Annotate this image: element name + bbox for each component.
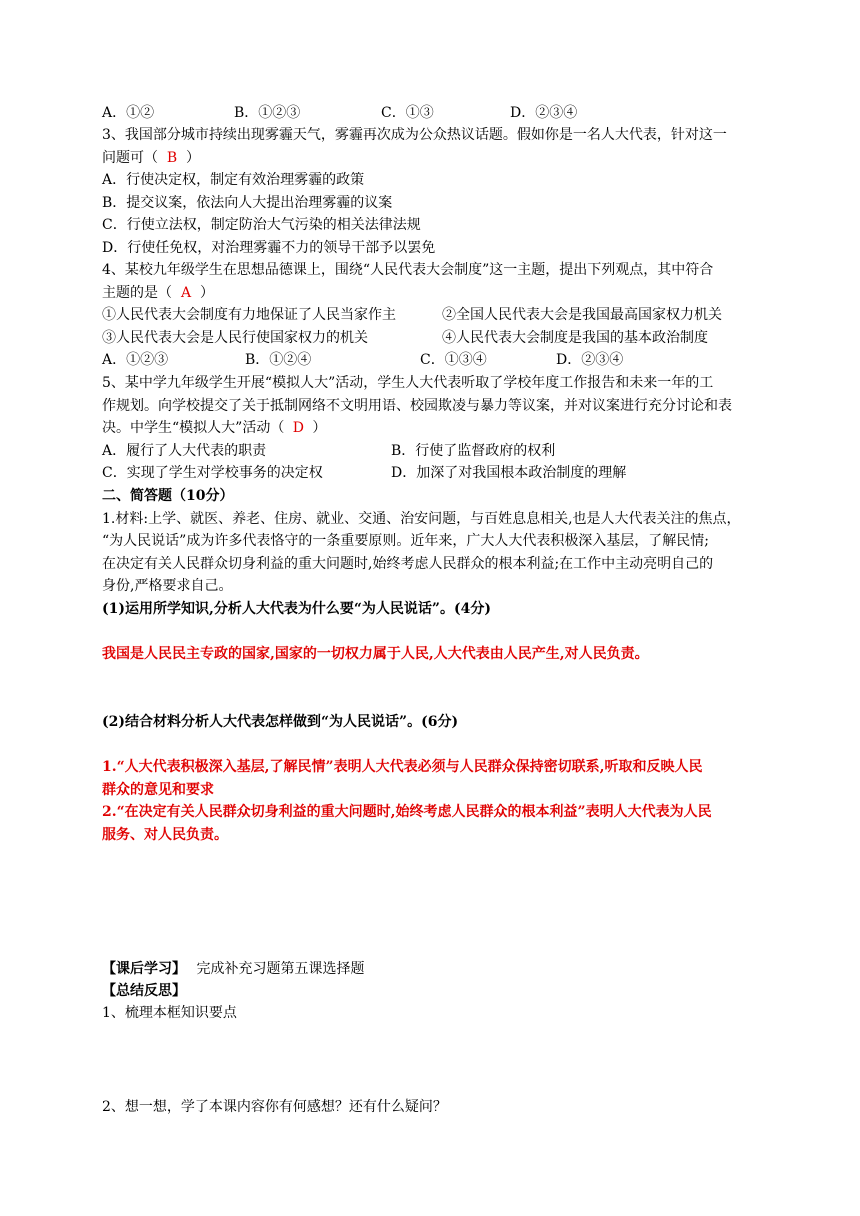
q3-option-a: A．行使决定权，制定有效治理雾霾的政策 bbox=[102, 172, 365, 188]
material-line-1: 1.材料:上学、就医、养老、住房、就业、交通、治安问题，与百姓息息相关,也是人大代表关注的焦点， bbox=[102, 510, 741, 527]
q3-stem-line2: 问题可（ B ） bbox=[102, 147, 792, 170]
sub2-question: (2)结合材料分析人大代表怎样做到“为人民说话”。(6分) bbox=[102, 714, 459, 730]
q4-statements-row1 bbox=[102, 304, 792, 327]
sub1-question: (1)运用所学知识,分析人大代表为什么要“为人民说话”。(4分) bbox=[102, 600, 491, 617]
q5-stem-line3: 决。中学生“模拟人大”活动（ D ） bbox=[102, 417, 792, 440]
q4-stem-line1: 4、某校九年级学生在思想品德课上，围绕“人民代表大会制度”这一主题，提出下列观点，其中符合 bbox=[102, 262, 714, 278]
q4-option-b: B．①②④ bbox=[245, 352, 312, 368]
q5-options-row1 bbox=[102, 440, 792, 463]
reflection-item-2: 2、想一想，学了本课内容你有何感想？还有什么疑问？ bbox=[102, 1099, 447, 1115]
q4-answer: A bbox=[180, 284, 192, 301]
q2-option-c: C．①③ bbox=[381, 105, 434, 121]
q4-options bbox=[102, 349, 792, 372]
sub2-answer-line-3: 2.“在决定有关人民群众切身利益的重大问题时,始终考虑人民群众的根本利益”表明人大代表为人民 bbox=[102, 804, 712, 820]
q5-option-a: A．履行了人大代表的职责 bbox=[102, 442, 267, 459]
homework-line bbox=[102, 958, 364, 981]
sub2-answer-line-2: 群众的意见和要求 bbox=[102, 781, 214, 798]
q3-option-b: B．提交议案，依法向人大提出治理雾霾的议案 bbox=[102, 194, 393, 211]
q4-option-d: D．②③④ bbox=[556, 352, 624, 368]
q5-option-c: C．实现了学生对学校事务的决定权 bbox=[102, 465, 323, 481]
q5-options-row2 bbox=[102, 462, 792, 485]
q4-statement-4: ④人民代表大会制度是我国的基本政治制度 bbox=[442, 329, 708, 346]
q4-option-a: A．①②③ bbox=[102, 352, 169, 368]
q2-option-a: A．①② bbox=[102, 105, 155, 121]
q4-option-c: C．①③④ bbox=[420, 352, 487, 368]
q4-statement-3: ③人民代表大会是人民行使国家权力的机关 bbox=[102, 329, 368, 346]
q3-option-c: C．行使立法权，制定防治大气污染的相关法律法规 bbox=[102, 217, 421, 233]
homework-label: 【课后学习】 bbox=[102, 961, 186, 977]
homework-text: 完成补充习题第五课选择题 bbox=[196, 961, 365, 977]
reflection-item-1: 1、梳理本框知识要点 bbox=[102, 1005, 237, 1021]
sub2-answer-line-1: 1.“人大代表积极深入基层,了解民情”表明人大代表必须与人民群众保持密切联系,听取和反映人民 bbox=[102, 759, 703, 775]
q5-stem-line2: 作规划。向学校提交了关于抵制网络不文明用语、校园欺凌与暴力等议案，并对议案进行充分讨论和表 bbox=[102, 397, 732, 414]
material-line-4: 身份,严格要求自己。 bbox=[102, 578, 233, 594]
q4-statement-1: ①人民代表大会制度有力地保证了人民当家作主 bbox=[102, 307, 396, 323]
q4-stem-line2: 主题的是（ A ） bbox=[102, 282, 792, 305]
q4-statements-row2 bbox=[102, 327, 792, 350]
q4-statement-2: ②全国人民代表大会是我国最高国家权力机关 bbox=[442, 307, 722, 323]
sub2-answer-line-4: 服务、对人民负责。 bbox=[102, 826, 228, 843]
q5-stem-line1: 5、某中学九年级学生开展“模拟人大”活动，学生人大代表听取了学校年度工作报告和未来一年的工 bbox=[102, 375, 714, 391]
q5-option-b: B．行使了监督政府的权利 bbox=[391, 442, 556, 459]
sub1-answer: 我国是人民民主专政的国家,国家的一切权力属于人民,人大代表由人民产生,对人民负责。 bbox=[102, 646, 649, 662]
reflection-label: 【总结反思】 bbox=[102, 983, 186, 999]
material-line-3: 在决定有关人民群众切身利益的重大问题时,始终考虑人民群众的根本利益;在工作中主动亮明自己的 bbox=[102, 555, 714, 572]
q3-stem-line1: 3、我国部分城市持续出现雾霾天气，雾霾再次成为公众热议话题。假如你是一名人大代表，针对这一 bbox=[102, 127, 727, 143]
q3-option-d: D．行使任免权，对治理雾霾不力的领导干部予以罢免 bbox=[102, 239, 436, 256]
q3-answer: B bbox=[166, 149, 178, 166]
section2-heading: 二、简答题（10分） bbox=[102, 488, 234, 504]
q2-option-d: D．②③④ bbox=[510, 105, 578, 121]
q5-answer: D bbox=[292, 420, 304, 436]
q2-option-b: B．①②③ bbox=[234, 105, 301, 121]
material-line-2: “为人民说话”成为许多代表恪守的一条重要原则。近年来，广大人大代表积极深入基层，了解民情; bbox=[102, 533, 710, 549]
q5-option-d: D．加深了对我国根本政治制度的理解 bbox=[391, 465, 627, 481]
